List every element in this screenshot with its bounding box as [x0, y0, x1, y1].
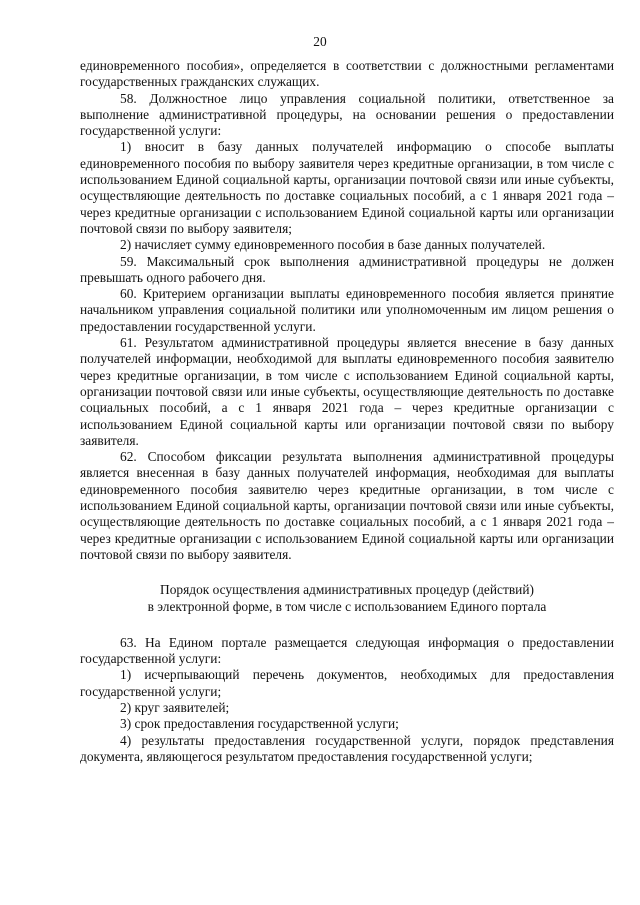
paragraph-59: 59. Максимальный срок выполнения административной процедуры не должен превышать одного рабочего дня. — [80, 253, 614, 285]
paragraph-continuation: единовременного пособия», определяется в соответствии с должностными регламентами государственных гражданских служащих. — [80, 58, 614, 90]
page-number: 20 — [313, 34, 327, 49]
paragraph-58-item-1: 1) вносит в базу данных получателей информацию о способе выплаты единовременного пособия по выбору заявителя через кредитные организации, в том числе с использованием Единой социальной карты, организации почтовой связи или иные субъекты, осуществляющие деятельность по доставке социальных пособий, а с 1 января 2021 года – через кредитные организации с использованием Единой социальной карты или организации почтовой связи по выбору заявителя; — [80, 139, 614, 236]
paragraph-63-item-1: 1) исчерпывающий перечень документов, необходимых для предоставления государственной услуги; — [80, 667, 614, 699]
paragraph-62: 62. Способом фиксации результата выполнения административной процедуры является внесенная в базу данных получателей информация, необходимая для выплаты единовременного пособия заявителю через кредитные организации, в том числе с использованием Единой социальной карты, организации почтовой связи или иные субъекты, осуществляющие деятельность по доставке социальных пособий, а с 1 января 2021 года – через кредитные организации с использованием Единой социальной карты или организации почтовой связи по выбору заявителя. — [80, 449, 614, 562]
section-heading-line-2: в электронной форме, в том числе с использованием Единого портала — [147, 598, 547, 614]
document-body — [80, 58, 614, 765]
paragraph-63-item-2: 2) круг заявителей; — [120, 699, 230, 715]
paragraph-63-item-3: 3) срок предоставления государственной услуги; — [120, 716, 399, 732]
paragraph-63-item-4: 4) результаты предоставления государственной услуги, порядок представления документа, являющегося результатом предоставления государственной услуги; — [80, 732, 614, 764]
paragraph-63: 63. На Едином портале размещается следующая информация о предоставлении государственной услуги: — [80, 634, 614, 667]
section-heading — [80, 582, 614, 615]
section-heading-line-1: Порядок осуществления административных процедур (действий) — [160, 582, 534, 598]
paragraph-58-item-2: 2) начисляет сумму единовременного пособия в базе данных получателей. — [120, 237, 546, 253]
paragraph-61: 61. Результатом административной процедуры является внесение в базу данных получателей информации, необходимой для выплаты единовременного пособия заявителю через кредитные организации, в том числе с использованием Единой социальной карты, организации почтовой связи или иные субъекты, осуществляющие деятельность по доставке социальных пособий, а с 1 января 2021 года – через кредитные организации с использованием Единой социальной карты или организации почтовой связи по выбору заявителя. — [80, 335, 614, 448]
paragraph-60: 60. Критерием организации выплаты единовременного пособия является принятие начальником управления социальной политики или уполномоченным им лицом решения о предоставлении государственной услуги. — [80, 286, 614, 334]
paragraph-58: 58. Должностное лицо управления социальной политики, ответственное за выполнение административной процедуры, на основании решения о предоставлении государственной услуги: — [80, 90, 614, 139]
